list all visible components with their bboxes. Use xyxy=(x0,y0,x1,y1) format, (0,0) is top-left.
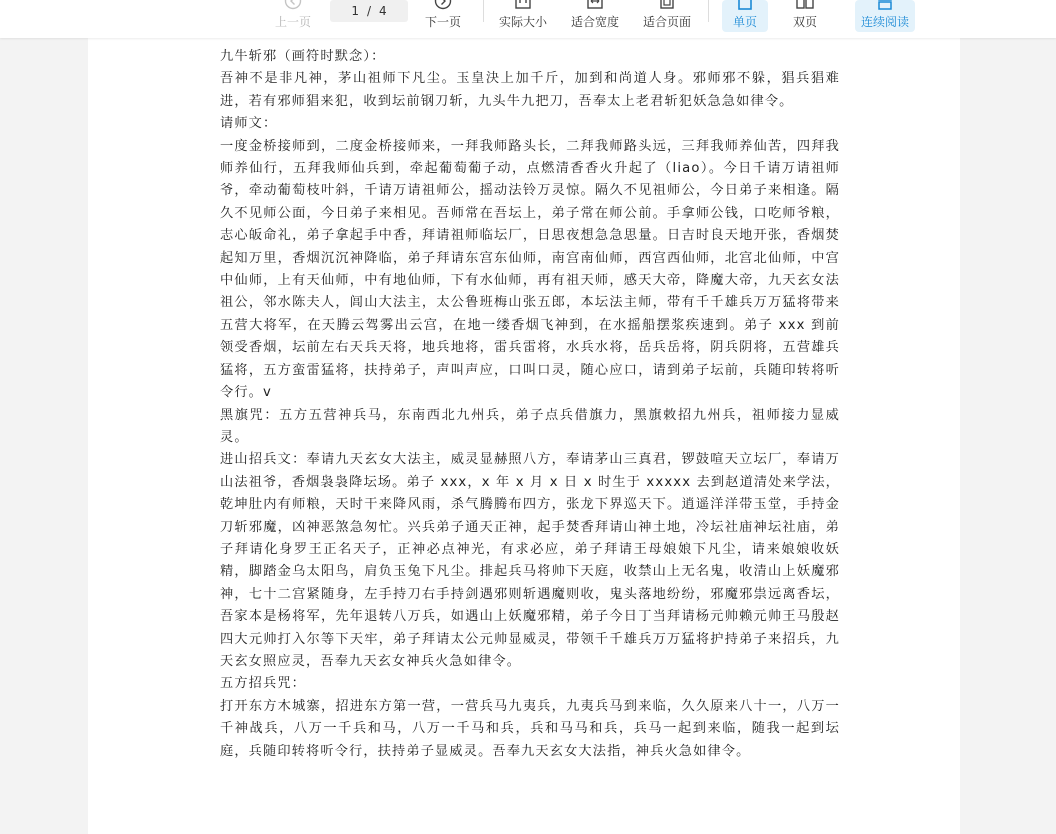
continuous-reading-icon xyxy=(876,0,894,13)
single-page-icon xyxy=(737,0,753,13)
paragraph: 吾神不是非凡神，茅山祖师下凡尘。玉皇決上加千斤，加到和尚道人身。邪师邪不躲，猖兵猖难进，若有邪师猖来犯，收到坛前钢刀斩，九头牛九把刀，吾奉太上老君斩犯妖急急如律令。 xyxy=(220,71,840,109)
paragraph: 一度金桥接师到，二度金桥接师来，一拜我师路头长，二拜我师路头远，三拜我师养仙苦，四拜我师养仙行，五拜我师仙兵到，牵起葡萄葡子动，点燃清香香火升起了（liao）。今日千请万请祖师爷，牵动葡萄枝叶斜，千请万请祖师公，摇动法铃万灵惊。隔久不见祖师公，今日弟子来相逢。隔久不见师公面，今日弟子来相见。吾师常在吾坛上，弟子常在师公前。手拿师公钱，口吃师爷粮，志心皈命礼，弟子拿起手中香，拜请祖师临坛厂，日思夜想急急思量。日吉时良天地开张，香烟焚起知万里，香烟沉沉神降临，弟子拜请东宫东仙师，南宫南仙师，西宫西仙师，北宫北仙师，中宫中仙师，上有天仙师，中有地仙师，下有水仙师，再有祖天师，感天大帝，降魔大帝，九天玄女法祖公，邻水陈夫人，闾山大法主，太公鲁班梅山张五郎，本坛法主师，带有千千雄兵万万猛将带来五营大将军，在天腾云驾雾出云宫，在地一缕香烟飞神到，在水摇船摆浆疾速到。弟子 xxx 到前领受香烟，坛前左右天兵天将，地兵地将，雷兵雷将，水兵水将，岳兵岳将，阴兵阴将，五营雄兵猛将，五方蛮雷猛将，扶持弟子，声叫声应，口叫口灵，随心应口，请到弟子坛前，兵随印转将听令行。v xyxy=(220,138,840,401)
fit-page-icon xyxy=(658,0,676,13)
actual-size-button[interactable] xyxy=(494,0,552,38)
document-text xyxy=(220,46,840,763)
total-page-count: 4 xyxy=(379,4,387,18)
paragraph: 请师文： xyxy=(220,116,278,132)
paragraph: 五方招兵咒： xyxy=(220,676,307,692)
page-indicator[interactable] xyxy=(330,0,408,22)
continuous-reading-label: 连续阅读 xyxy=(860,15,909,29)
single-page-label: 单页 xyxy=(732,15,757,29)
double-page-button[interactable] xyxy=(782,0,828,38)
viewer-toolbar xyxy=(0,0,1056,38)
continuous-reading-button[interactable] xyxy=(855,0,915,32)
arrow-right-circle-icon xyxy=(434,0,452,13)
fit-page-button[interactable] xyxy=(638,0,696,38)
arrow-left-circle-icon xyxy=(284,0,302,13)
current-page-number[interactable]: 1 xyxy=(351,4,359,18)
next-page-button[interactable] xyxy=(418,0,468,38)
next-page-label: 下一页 xyxy=(424,15,461,29)
double-page-label: 双页 xyxy=(792,15,817,29)
paragraph: 进山招兵文：奉请九天玄女大法主，威灵显赫照八方，奉请茅山三真君，锣鼓喧天立坛厂，奉请万山法祖爷，香烟袅袅降坛场。弟子 xxx，x 年 x 月 x 日 x 时生于 xxxxx 去到赵道清处来学法，乾坤肚内有师粮，天时干来降风雨，杀气腾腾布四方，张龙下界巡天下。逍遥洋洋带玉堂，手持金刀斩邪魔，凶神恶煞急匆忙。兴兵弟子通天正神，起手焚香拜请山神土地，冷坛社庙神坛社庙，弟子拜请化身罗王正名天子，正神必点神光，有求必应，弟子拜请王母娘娘下凡尘，请来娘娘收妖精，脚踏金乌太阳鸟，肩负玉兔下凡尘。排起兵马将帅下天庭，收禁山上无名鬼，收清山上妖魔邪神，七十二宫紧随身，左手持刀右手持剑遇邪则斩遇魔则收，鬼头落地纷纷，邪魔邪祟远离香坛，吾家本是杨将军，先年退转八万兵，如遇山上妖魔邪精，弟子今日丁当拜请杨元帅赖元帅王马殷赵四大元帅打入尔等下天牢，弟子拜请太公元帅显威灵，带领千千雄兵万万猛将护持弟子来招兵，九天玄女照应灵，吾奉九天玄女神兵火急如律令。 xyxy=(220,452,840,669)
paragraph: 黑旗咒：五方五营神兵马，东南西北九州兵，弟子点兵借旗力，黑旗敕招九州兵，祖师接力显威灵。 xyxy=(220,407,840,445)
actual-size-icon xyxy=(514,0,532,13)
prev-page-label: 上一页 xyxy=(274,15,311,29)
toolbar-divider xyxy=(708,0,709,22)
double-page-icon xyxy=(796,0,814,13)
toolbar-divider xyxy=(483,0,484,22)
fit-width-button[interactable] xyxy=(566,0,624,38)
single-page-button[interactable] xyxy=(722,0,768,32)
paragraph: 九牛斩邪（画符时默念）： xyxy=(220,49,386,64)
actual-size-label: 实际大小 xyxy=(498,15,547,29)
document-page xyxy=(88,38,960,834)
prev-page-button[interactable] xyxy=(268,0,318,38)
fit-width-icon xyxy=(586,0,604,13)
fit-width-label: 适合宽度 xyxy=(570,15,619,29)
fit-page-label: 适合页面 xyxy=(642,15,691,29)
page-separator: / xyxy=(366,4,372,18)
paragraph: 打开东方木城寨，招进东方第一营，一营兵马九夷兵，九夷兵马到来临，久久原来八十一，八万一千神战兵，八万一千兵和马，八万一千马和兵，兵和马马和兵，兵马一起到来临，随我一起到坛庭，兵随印转将听令行，扶持弟子显威灵。吾奉九天玄女大法指，神兵火急如律令。 xyxy=(220,698,840,759)
